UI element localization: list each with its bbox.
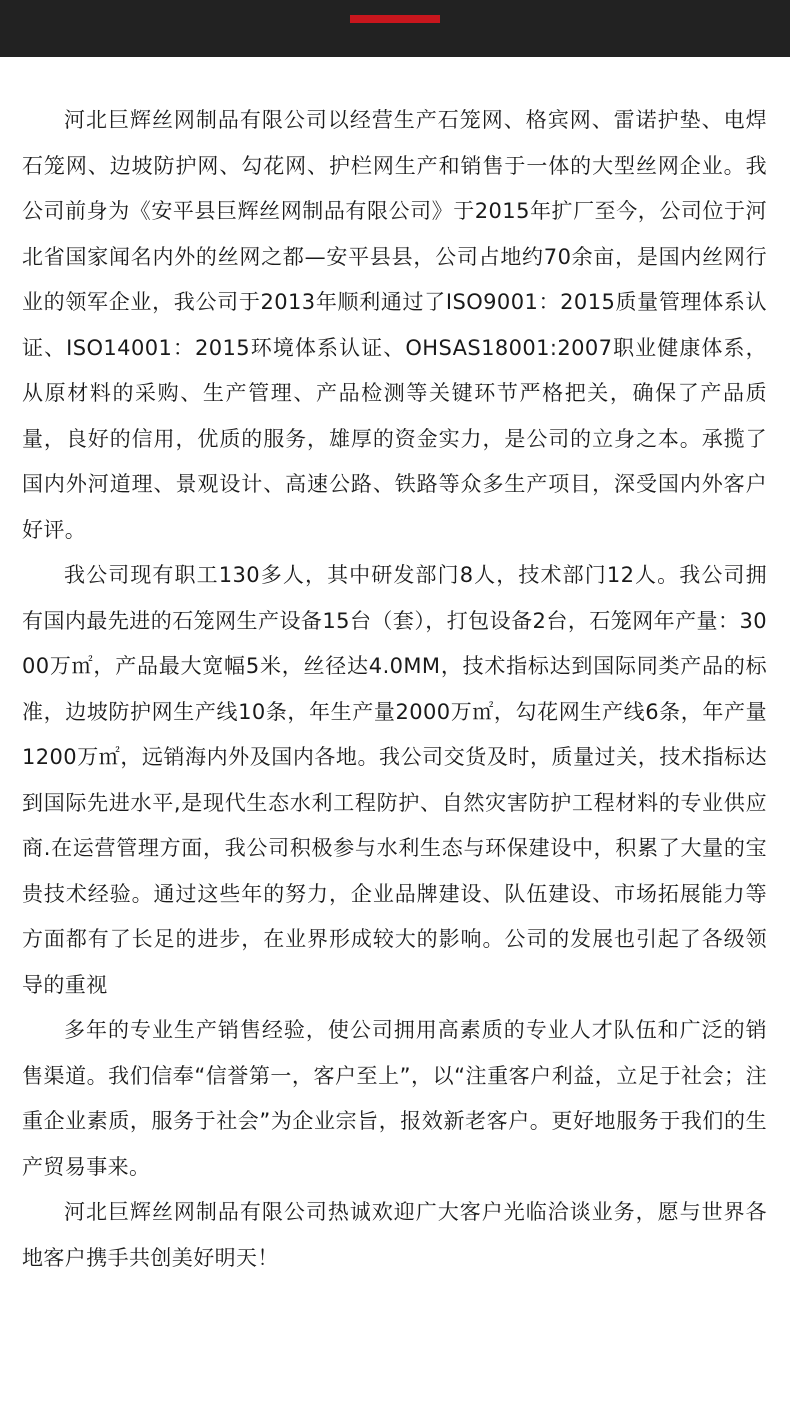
company-intro-text <box>22 98 767 1281</box>
header-bar <box>0 0 790 57</box>
paragraph-staff-and-equipment: 我公司现有职工130多人，其中研发部门8人，技术部门12人。我公司拥有国内最先进的石笼网生产设备15台（套），打包设备2台，石笼网年产量：3000万㎡，产品最大宽幅5米，丝径达4.0MM，技术指标达到国际同类产品的标准，边坡防护网生产线10条，年生产量2000万㎡，勾花网生产线6条，年产量1200万㎡，远销海内外及国内各地。我公司交货及时，质量过关，技术指标达到国际先进水平,是现代生态水利工程防护、自然灾害防护工程材料的专业供应商.在运营管理方面，我公司积极参与水利生态与环保建设中，积累了大量的宝贵技术经验。通过这些年的努力，企业品牌建设、队伍建设、市场拓展能力等方面都有了长足的进步，在业界形成较大的影响。公司的发展也引起了各级领导的重视 <box>22 563 767 997</box>
paragraph-welcome: 河北巨辉丝网制品有限公司热诚欢迎广大客户光临洽谈业务，愿与世界各地客户携手共创美好明天！ <box>22 1200 767 1270</box>
paragraph-company-overview: 河北巨辉丝网制品有限公司以经营生产石笼网、格宾网、雷诺护垫、电焊石笼网、边坡防护网、勾花网、护栏网生产和销售于一体的大型丝网企业。我公司前身为《安平县巨辉丝网制品有限公司》于2015年扩厂至今，公司位于河北省国家闻名内外的丝网之都—安平县县，公司占地约70余亩，是国内丝网行业的领军企业，我公司于2013年顺利通过了ISO9001：2015质量管理体系认证、ISO14001：2015环境体系认证、OHSAS18001:2007职业健康体系，从原材料的采购、生产管理、产品检测等关键环节严格把关，确保了产品质量，良好的信用，优质的服务，雄厚的资金实力，是公司的立身之本。承揽了国内外河道理、景观设计、高速公路、铁路等众多生产项目，深受国内外客户好评。 <box>22 108 767 542</box>
paragraph-sales-philosophy: 多年的专业生产销售经验，使公司拥用高素质的专业人才队伍和广泛的销售渠道。我们信奉“信誉第一，客户至上”，以“注重客户利益，立足于社会；注重企业素质，服务于社会”为企业宗旨，报效新老客户。更好地服务于我们的生产贸易事来。 <box>22 1018 767 1179</box>
header-accent-line <box>350 15 440 23</box>
